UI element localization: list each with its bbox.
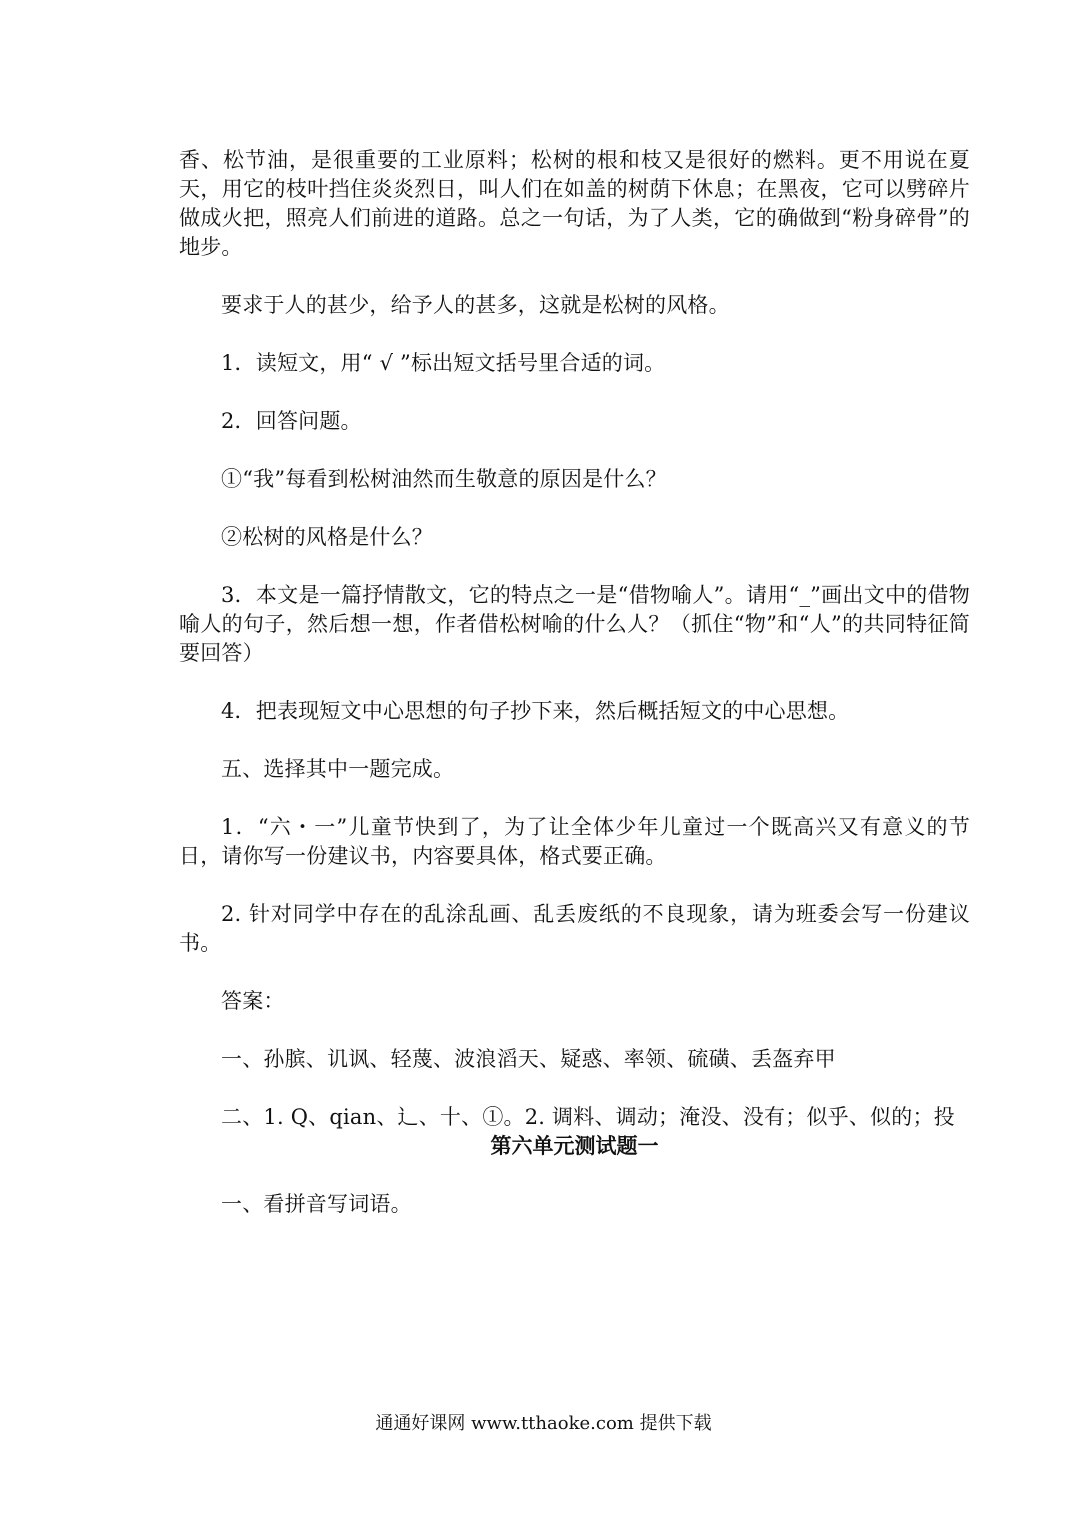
unit-six-test-heading: 第六单元测试题一 [490, 1134, 659, 1158]
answer-section-2: 二、1. Q、qian、辶、十、①。2. 调料、调动；淹没、没有；似乎、似的；投 [221, 1105, 955, 1129]
page-footer: 通通好课网 www.tthaoke.com 提供下载 [375, 1413, 712, 1434]
section-five-title: 五、选择其中一题完成。 [221, 757, 455, 781]
question-3: 3．本文是一篇抒情散文，它的特点之一是“借物喻人”。请用“_”画出文中的借物喻人的句子，然后想一想，作者借松树喻的什么人？（抓住“物”和“人”的共同特征简要回答） [179, 583, 970, 665]
question-2-part-2: ②松树的风格是什么？ [221, 525, 433, 549]
question-4: 4．把表现短文中心思想的句子抄下来，然后概括短文的中心思想。 [221, 699, 850, 723]
answer-section-1: 一、孙膑、讥讽、轻蔑、波浪滔天、疑惑、率领、硫磺、丢盔弃甲 [221, 1047, 836, 1071]
pinyin-section-title: 一、看拼音写词语。 [221, 1192, 412, 1216]
answers-label: 答案： [221, 989, 285, 1013]
writing-option-2: 2. 针对同学中存在的乱涂乱画、乱丢废纸的不良现象，请为班委会写一份建议书。 [179, 902, 970, 955]
writing-option-1: 1．“六・一”儿童节快到了，为了让全体少年儿童过一个既高兴又有意义的节日，请你写一份建议书，内容要具体，格式要正确。 [179, 815, 970, 868]
question-2: 2．回答问题。 [221, 409, 362, 433]
document-body [179, 146, 970, 1248]
paragraph-pine-uses: 香、松节油，是很重要的工业原料；松树的根和枝又是很好的燃料。更不用说在夏天，用它的枝叶挡住炎炎烈日，叫人们在如盖的树荫下休息；在黑夜，它可以劈碎片做成火把，照亮人们前进的道路。总之一句话，为了人类，它的确做到“粉身碎骨”的地步。 [179, 148, 970, 259]
question-1: 1．读短文，用“ √ ”标出短文括号里合适的词。 [221, 351, 666, 375]
question-2-part-1: ①“我”每看到松树油然而生敬意的原因是什么？ [221, 467, 667, 491]
paragraph-pine-spirit: 要求于人的甚少，给予人的甚多，这就是松树的风格。 [221, 293, 730, 317]
